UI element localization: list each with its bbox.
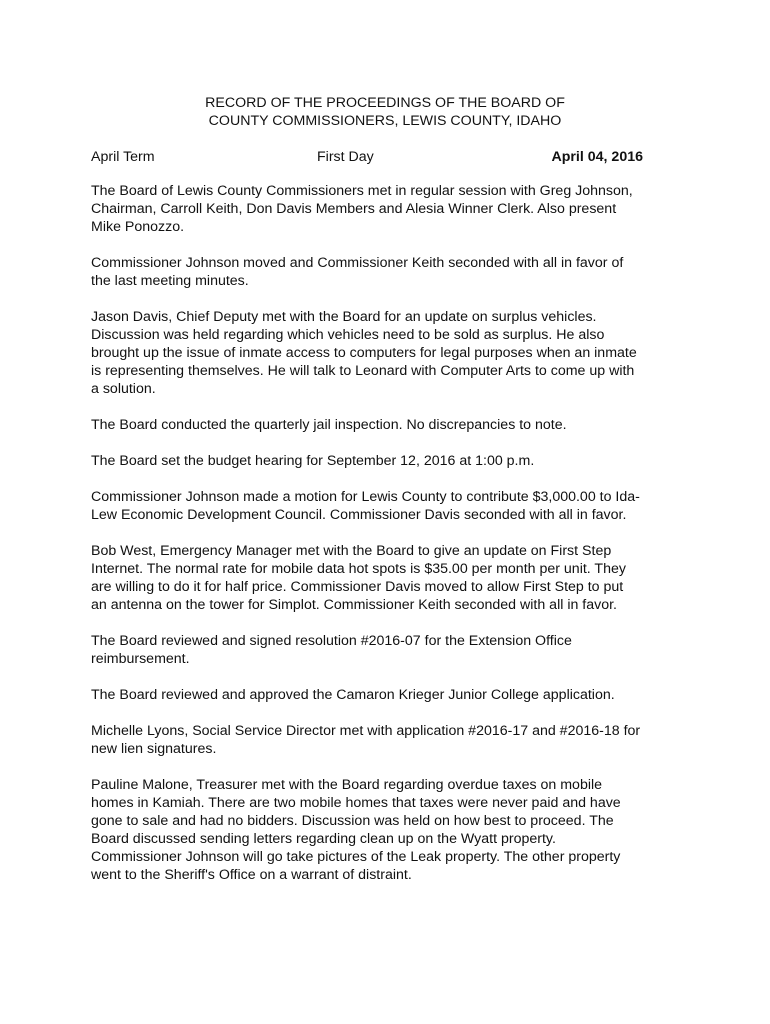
minutes-paragraph	[91, 776, 681, 884]
paragraph-line: Commissioner Johnson made a motion for Lewis County to contribute $3,000.00 to Ida-	[91, 489, 640, 505]
paragraph-line: new lien signatures.	[91, 741, 217, 757]
title-line-1: RECORD OF THE PROCEEDINGS OF THE BOARD OF	[205, 95, 565, 111]
paragraph-line: The Board conducted the quarterly jail inspection. No discrepancies to note.	[91, 417, 567, 433]
paragraph-line: The Board of Lewis County Commissioners met in regular session with Greg Johnson,	[91, 183, 633, 199]
paragraph-line: the last meeting minutes.	[91, 273, 249, 289]
term-row	[91, 148, 643, 166]
document-title	[90, 94, 680, 130]
paragraph-line: gone to sale and had no bidders. Discussion was held on how best to proceed. The	[91, 813, 614, 829]
day-label: First Day	[317, 149, 374, 165]
minutes-paragraph	[91, 488, 681, 524]
paragraph-line: Jason Davis, Chief Deputy met with the Board for an update on surplus vehicles.	[91, 309, 597, 325]
meeting-date: April 04, 2016	[551, 149, 643, 165]
paragraph-line: The Board reviewed and signed resolution #2016-07 for the Extension Office	[91, 633, 572, 649]
paragraph-line: Commissioner Johnson moved and Commissioner Keith seconded with all in favor of	[91, 255, 624, 271]
minutes-paragraph	[91, 308, 681, 398]
term-label: April Term	[91, 149, 155, 165]
minutes-paragraph	[91, 632, 681, 668]
paragraph-line: an antenna on the tower for Simplot. Commissioner Keith seconded with all in favor.	[91, 597, 618, 613]
paragraph-line: Internet. The normal rate for mobile data hot spots is $35.00 per month per unit. They	[91, 561, 626, 577]
minutes-paragraph	[91, 686, 681, 704]
paragraph-line: brought up the issue of inmate access to computers for legal purposes when an inmate	[91, 345, 637, 361]
minutes-body	[91, 182, 681, 902]
paragraph-line: a solution.	[91, 381, 156, 397]
paragraph-line: reimbursement.	[91, 651, 190, 667]
paragraph-line: Board discussed sending letters regarding clean up on the Wyatt property.	[91, 831, 556, 847]
minutes-paragraph	[91, 452, 681, 470]
paragraph-line: are willing to do it for half price. Commissioner Davis moved to allow First Step to put	[91, 579, 624, 595]
paragraph-line: went to the Sheriff's Office on a warrant of distraint.	[91, 867, 412, 883]
minutes-paragraph	[91, 542, 681, 614]
paragraph-line: Lew Economic Development Council. Commissioner Davis seconded with all in favor.	[91, 507, 627, 523]
paragraph-line: Bob West, Emergency Manager met with the Board to give an update on First Step	[91, 543, 612, 559]
paragraph-line: is representing themselves. He will talk to Leonard with Computer Arts to come up with	[91, 363, 635, 379]
paragraph-line: The Board set the budget hearing for September 12, 2016 at 1:00 p.m.	[91, 453, 535, 469]
minutes-paragraph	[91, 416, 681, 434]
paragraph-line: Michelle Lyons, Social Service Director met with application #2016-17 and #2016-18 for	[91, 723, 641, 739]
paragraph-line: The Board reviewed and approved the Camaron Krieger Junior College application.	[91, 687, 615, 703]
paragraph-line: Discussion was held regarding which vehicles need to be sold as surplus. He also	[91, 327, 605, 343]
paragraph-line: Mike Ponozzo.	[91, 219, 185, 235]
paragraph-line: Pauline Malone, Treasurer met with the Board regarding overdue taxes on mobile	[91, 777, 603, 793]
minutes-paragraph	[91, 722, 681, 758]
minutes-paragraph	[91, 182, 681, 236]
paragraph-line: Commissioner Johnson will go take pictures of the Leak property. The other property	[91, 849, 621, 865]
paragraph-line: homes in Kamiah. There are two mobile homes that taxes were never paid and have	[91, 795, 621, 811]
title-line-2: COUNTY COMMISSIONERS, LEWIS COUNTY, IDAHO	[208, 113, 562, 129]
paragraph-line: Chairman, Carroll Keith, Don Davis Members and Alesia Winner Clerk. Also present	[91, 201, 617, 217]
minutes-paragraph	[91, 254, 681, 290]
